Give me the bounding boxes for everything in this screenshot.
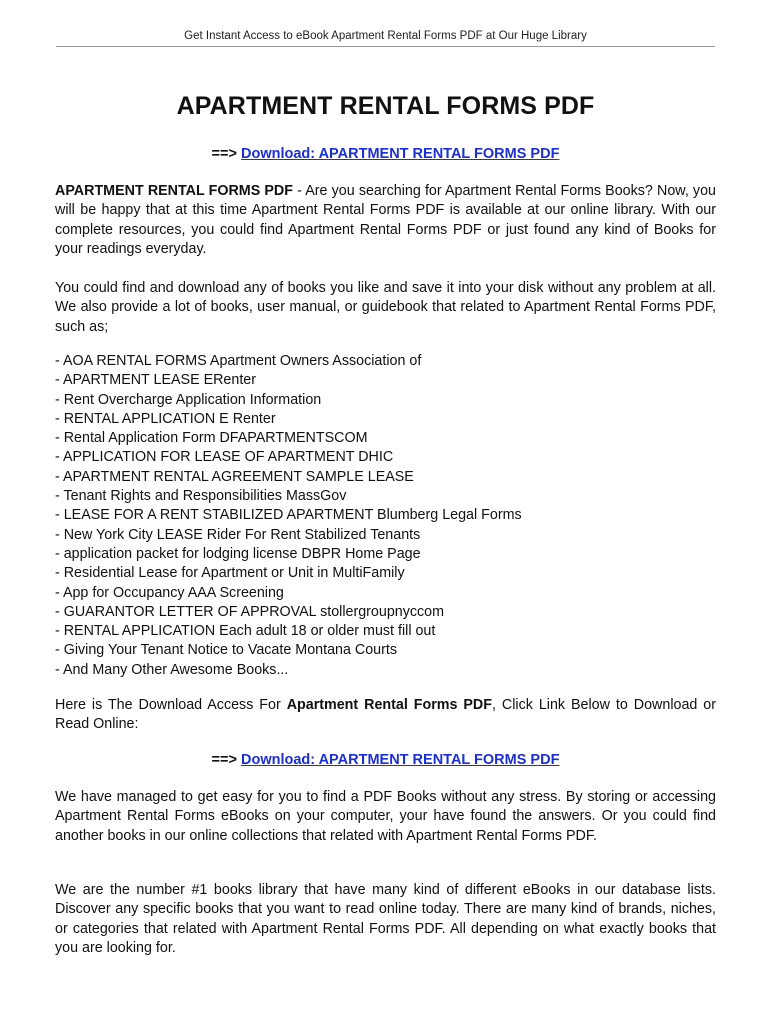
library-paragraph: We are the number #1 books library that have many kind of different eBooks in our database lists. Discover any specific books that you want to read online today. There are many kind of brands, niches, or categories that related with Apartment Rental Forms PDF. All depending on what exactly books that you are looking for. [55,882,716,956]
book-list-item: - New York City LEASE Rider For Rent Stabilized Tenants [55,526,421,543]
book-list-item: - RENTAL APPLICATION E Renter [55,410,276,427]
download-line-top [56,146,715,162]
download-link-top[interactable]: Download: APARTMENT RENTAL FORMS PDF [240,146,560,162]
book-list-item: - Tenant Rights and Responsibilities MassGov [55,488,347,505]
book-list-item: - LEASE FOR A RENT STABILIZED APARTMENT Blumberg Legal Forms [55,507,522,524]
book-list-item: - Rental Application Form DFAPARTMENTSCOM [55,430,368,447]
book-list-item: - APPLICATION FOR LEASE OF APARTMENT DHIC [55,449,394,466]
access-paragraph [55,696,716,735]
book-list-item: - And Many Other Awesome Books... [55,661,289,678]
book-list-item: - App for Occupancy AAA Screening [55,584,284,601]
book-list-item: - GUARANTOR LETTER OF APPROVAL stollergroupnyccom [55,603,445,620]
book-list [55,352,716,680]
intro-paragraph [55,182,716,259]
header-divider [56,46,715,47]
book-list-item: - RENTAL APPLICATION Each adult 18 or older must fill out [55,623,436,640]
access-text-before: Here is The Download Access For [55,697,287,713]
access-text-after: , Click Link Below to Download or Read Online: [55,697,717,733]
book-list-item: - AOA RENTAL FORMS Apartment Owners Association of [55,353,422,369]
header-banner: Get Instant Access to eBook Apartment Rental Forms PDF at Our Huge Library [184,30,587,42]
book-list-item: - Giving Your Tenant Notice to Vacate Montana Courts [55,642,398,659]
related-books-paragraph: You could find and download any of books you like and save it into your disk without any problem at all. We also provide a lot of books, user manual, or guidebook that related to Apartment Rental Forms PDF, such as; [55,280,716,335]
download-arrow-bottom: ==> [211,752,237,768]
download-arrow-top: ==> [211,146,237,162]
download-link-bottom[interactable]: Download: APARTMENT RENTAL FORMS PDF [240,752,560,768]
intro-bold-title: APARTMENT RENTAL FORMS PDF [55,183,293,199]
access-bold-title: Apartment Rental Forms PDF [286,697,492,713]
book-list-item: - APARTMENT LEASE ERenter [55,372,257,389]
page-title: APARTMENT RENTAL FORMS PDF [176,92,595,120]
book-list-item: - APARTMENT RENTAL AGREEMENT SAMPLE LEASE [55,468,414,485]
book-list-item: - Residential Lease for Apartment or Unit in MultiFamily [55,565,405,582]
book-list-item: - application packet for lodging license DBPR Home Page [55,545,421,562]
storage-paragraph: We have managed to get easy for you to find a PDF Books without any stress. By storing or accessing Apartment Rental Forms eBooks on your computer, your have found the answers. Or you could find another books in our online collections that related with Apartment Rental Forms PDF. [55,789,716,844]
intro-text: - Are you searching for Apartment Rental Forms Books? Now, you will be happy that at this time Apartment Rental Forms PDF is available at our online library. With our complete resources, you could find Apartment Rental Forms PDF or just found any kind of Books for your readings everyday. [55,183,716,257]
book-list-item: - Rent Overcharge Application Information [55,391,322,408]
download-line-bottom [56,752,715,768]
